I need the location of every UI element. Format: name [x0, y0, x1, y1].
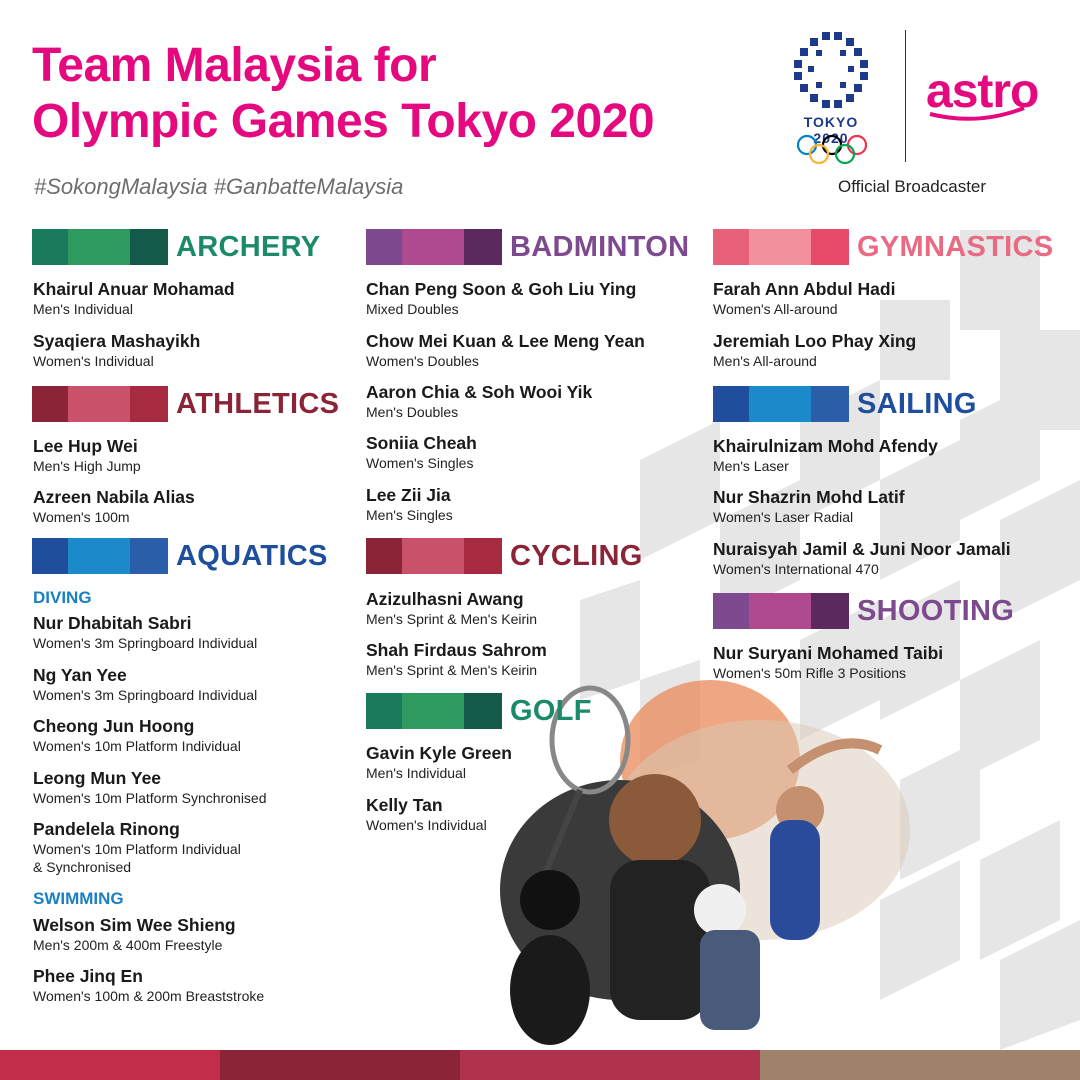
athlete-name: Ng Yan Yee: [33, 665, 127, 685]
athlete-event-continued: & Synchronised: [33, 859, 132, 875]
sailing-color-bars: [713, 386, 849, 422]
athlete-entry: [33, 818, 241, 876]
athlete-name: Pandelela Rinong: [33, 819, 180, 839]
section-title-cycling: CYCLING: [510, 539, 643, 572]
athlete-name: Lee Zii Jia: [366, 485, 451, 505]
section-header-sailing: [713, 386, 977, 422]
subheading-diving: DIVING: [33, 588, 92, 607]
athlete-event: Men's Singles: [366, 507, 453, 523]
golf-color-bars: [366, 693, 502, 729]
athlete-entry: [33, 715, 241, 755]
section-header-cycling: [366, 538, 643, 574]
athlete-entry: [33, 664, 257, 704]
section-header-shooting: [713, 593, 1014, 629]
section-title-athletics: ATHLETICS: [176, 387, 340, 420]
hashtags: #SokongMalaysia #GanbatteMalaysia: [34, 174, 404, 199]
athlete-name: Lee Hup Wei: [33, 436, 138, 456]
astro-swoosh-icon: [928, 104, 1028, 122]
athlete-entry: [366, 794, 487, 834]
athlete-event: Women's Laser Radial: [713, 509, 854, 525]
athlete-name: Farah Ann Abdul Hadi: [713, 279, 896, 299]
athlete-name: Khairulnizam Mohd Afendy: [713, 436, 938, 456]
athlete-event: Men's Laser: [713, 458, 789, 474]
cycling-color-bars: [366, 538, 502, 574]
athlete-entry: [33, 767, 267, 807]
athlete-name: Azreen Nabila Alias: [33, 487, 195, 507]
athlete-entry: [366, 330, 645, 370]
athlete-name: Syaqiera Mashayikh: [33, 331, 201, 351]
athlete-entry: [713, 642, 943, 682]
section-title-sailing: SAILING: [857, 387, 977, 420]
astro-logo: astro: [926, 65, 1039, 118]
section-header-golf: [366, 693, 592, 729]
athlete-name: Nur Dhabitah Sabri: [33, 613, 192, 633]
athlete-event: Men's Sprint & Men's Keirin: [366, 611, 538, 627]
athlete-name: Khairul Anuar Mohamad: [33, 279, 235, 299]
archery-color-bars: [32, 229, 168, 265]
athlete-name: Nur Shazrin Mohd Latif: [713, 487, 905, 507]
athlete-event: Men's Doubles: [366, 404, 459, 420]
athlete-name: Welson Sim Wee Shieng: [33, 915, 236, 935]
athlete-name: Shah Firdaus Sahrom: [366, 640, 547, 660]
athlete-entry: [33, 330, 200, 370]
page-title: [32, 38, 654, 150]
athlete-name: Phee Jinq En: [33, 966, 143, 986]
athlete-entry: [713, 435, 938, 475]
athlete-event: Women's 100m & 200m Breaststroke: [33, 988, 265, 1004]
athlete-event: Women's Individual: [33, 353, 154, 369]
athlete-name: Nur Suryani Mohamed Taibi: [713, 643, 944, 663]
athlete-entry: [33, 435, 141, 475]
athlete-name: Chow Mei Kuan & Lee Meng Yean: [366, 331, 645, 351]
athletics-color-bars: [32, 386, 168, 422]
athlete-event: Women's 3m Springboard Individual: [33, 687, 258, 703]
athlete-entry: [366, 381, 592, 421]
athlete-entry: [366, 742, 512, 782]
athlete-event: Men's Individual: [33, 301, 133, 317]
athlete-event: Women's 100m: [33, 509, 130, 525]
header-divider: [905, 30, 906, 162]
athlete-name: Nuraisyah Jamil & Juni Noor Jamali: [713, 539, 1011, 559]
shooting-color-bars: [713, 593, 849, 629]
tokyo-2020-logo: [784, 28, 878, 168]
athlete-name: Gavin Kyle Green: [366, 743, 512, 763]
tokyo-emblem-icon: [784, 28, 878, 112]
athlete-entry: [713, 330, 916, 370]
athlete-entry: [713, 486, 905, 526]
bottom-color-strip: [0, 1050, 1080, 1080]
athlete-event: Mixed Doubles: [366, 301, 459, 317]
gymnastics-color-bars: [713, 229, 849, 265]
tokyo-2020-text: TOKYO 2020: [803, 114, 859, 146]
section-header-aquatics: [32, 538, 328, 574]
section-title-badminton: BADMINTON: [510, 230, 690, 263]
badminton-color-bars: [366, 229, 502, 265]
athlete-event: Women's 10m Platform Synchronised: [33, 790, 267, 806]
athlete-event: Men's Individual: [366, 765, 466, 781]
athlete-entry: [33, 278, 235, 318]
athlete-name: Azizulhasni Awang: [366, 589, 524, 609]
page-title-line-1: Team Malaysia for: [32, 39, 437, 92]
athlete-entry: [366, 639, 547, 679]
page-title-line-2: Olympic Games Tokyo 2020: [32, 95, 655, 148]
section-header-gymnastics: [713, 229, 1053, 265]
athlete-name: Jeremiah Loo Phay Xing: [713, 331, 917, 351]
athlete-event: Men's High Jump: [33, 458, 141, 474]
section-header-badminton: [366, 229, 689, 265]
section-title-gymnastics: GYMNASTICS: [857, 230, 1054, 263]
athlete-entry: [366, 484, 453, 524]
athlete-name: Cheong Jun Hoong: [33, 716, 195, 736]
athlete-event: Men's 200m & 400m Freestyle: [33, 937, 223, 953]
athlete-event: Men's All-around: [713, 353, 817, 369]
athlete-event: Women's International 470: [713, 561, 879, 577]
subheading-swimming: SWIMMING: [33, 889, 124, 908]
section-header-athletics: [32, 386, 339, 422]
athlete-event: Women's Individual: [366, 817, 487, 833]
athlete-name: Soniia Cheah: [366, 433, 477, 453]
athlete-event: Women's All-around: [713, 301, 838, 317]
athlete-entry: [33, 965, 264, 1005]
athlete-name: Leong Mun Yee: [33, 768, 162, 788]
section-header-archery: [32, 229, 320, 265]
athlete-name: Chan Peng Soon & Goh Liu Ying: [366, 279, 637, 299]
section-title-shooting: SHOOTING: [857, 594, 1015, 627]
athlete-entry: [713, 538, 1011, 578]
athlete-name: Aaron Chia & Soh Wooi Yik: [366, 382, 593, 402]
athlete-entry: [366, 278, 636, 318]
olympic-rings-icon: [794, 134, 870, 166]
athlete-entry: [33, 612, 257, 652]
athlete-entry: [366, 588, 537, 628]
athlete-event: Women's Singles: [366, 455, 474, 471]
athlete-entry: [713, 278, 895, 318]
official-broadcaster-label: Official Broadcaster: [838, 177, 987, 196]
athlete-event: Women's 10m Platform Individual: [33, 738, 241, 754]
section-title-golf: GOLF: [510, 694, 592, 727]
athlete-event: Women's Doubles: [366, 353, 479, 369]
athlete-entry: [366, 432, 477, 472]
section-title-aquatics: AQUATICS: [176, 539, 328, 572]
athlete-event: Women's 50m Rifle 3 Positions: [713, 665, 907, 681]
athlete-event: Men's Sprint & Men's Keirin: [366, 662, 538, 678]
athlete-name: Kelly Tan: [366, 795, 443, 815]
athlete-event: Women's 3m Springboard Individual: [33, 635, 258, 651]
section-title-archery: ARCHERY: [176, 230, 321, 263]
athlete-entry: [33, 486, 195, 526]
aquatics-color-bars: [32, 538, 168, 574]
athlete-event: Women's 10m Platform Individual: [33, 841, 241, 857]
athlete-entry: [33, 914, 236, 954]
